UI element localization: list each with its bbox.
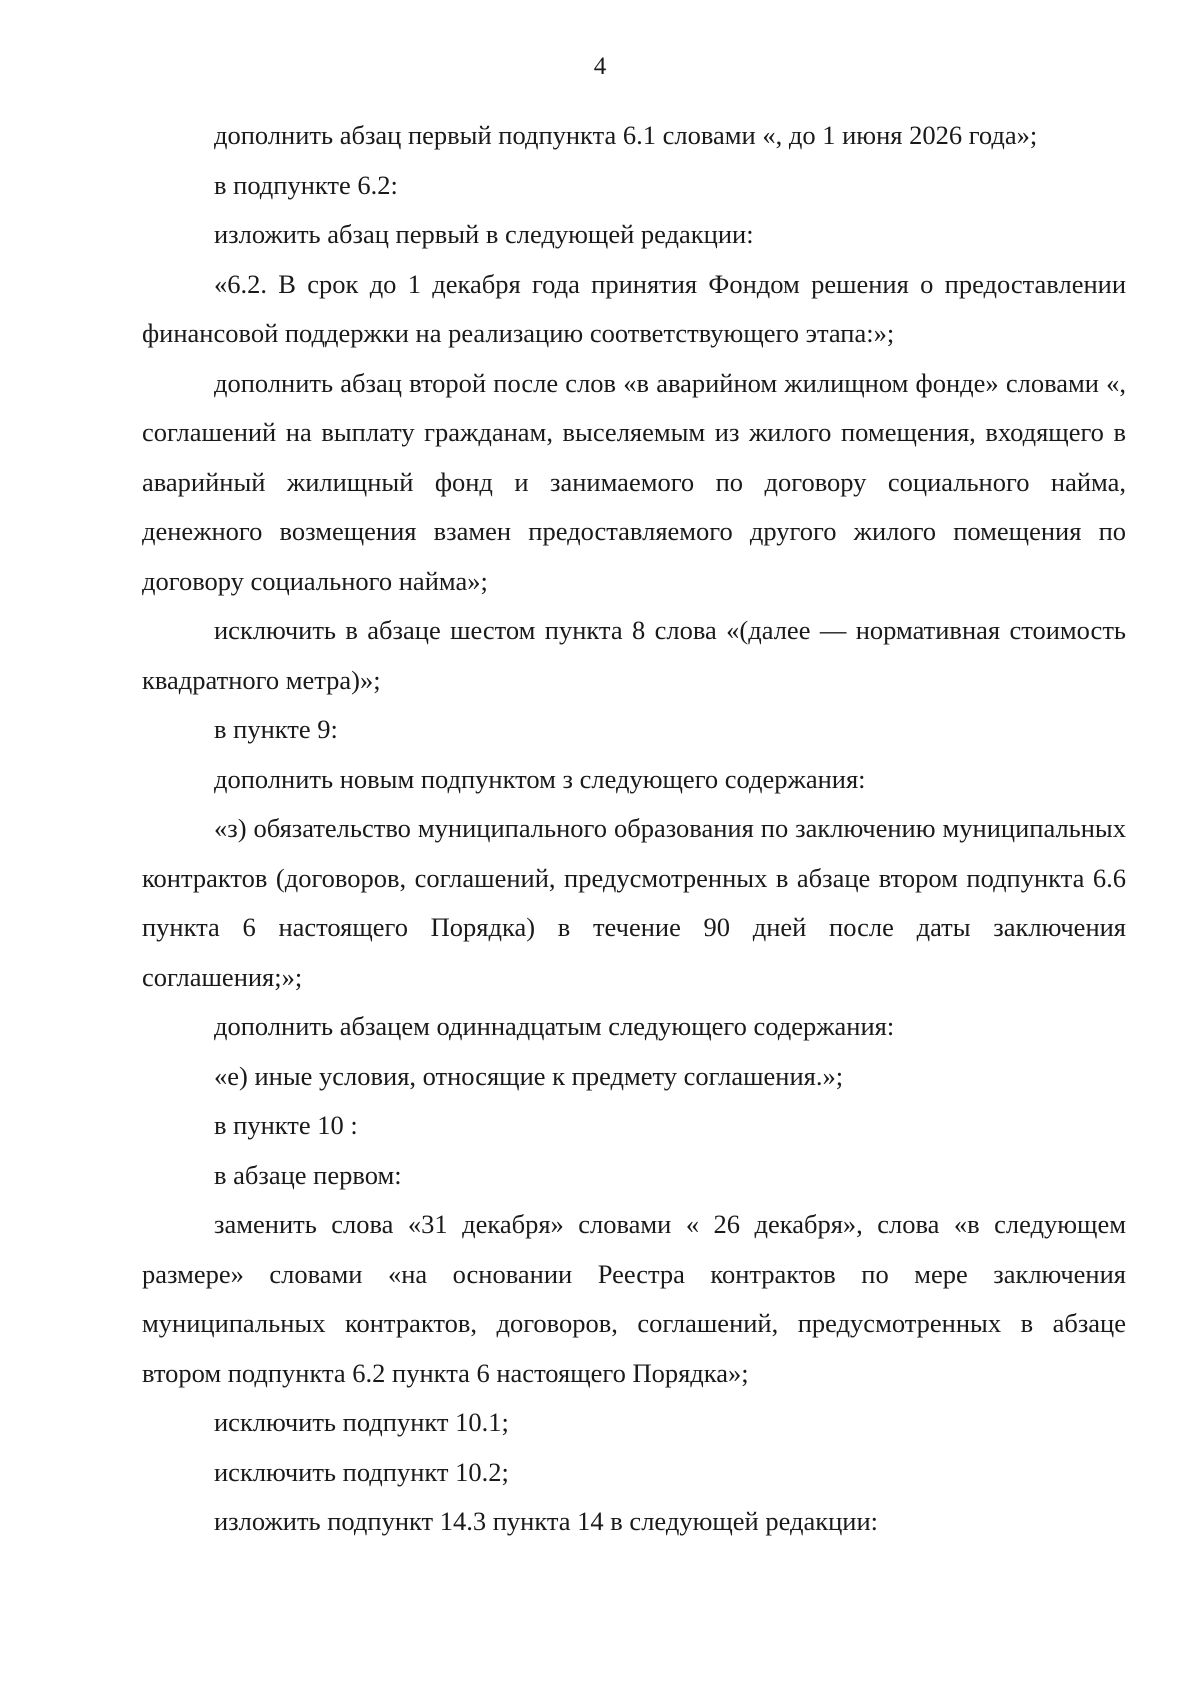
paragraph: «е) иные условия, относящие к предмету соглашения.»; — [214, 1060, 844, 1091]
paragraph: заменить слова «31 декабря» словами « 26 декабря», слова «в следующем размере» словами «на основании Реестра контрактов по мере заключения муниципальных контрактов, договоров, соглашений, предусмотренных в абзаце втором подпункта 6.2 пункта 6 настоящего Порядка»; — [142, 1209, 1126, 1388]
paragraph: исключить в абзаце шестом пункта 8 слова «(далее — нормативная стоимость квадратного метра)»; — [142, 615, 1126, 695]
paragraph: дополнить новым подпунктом з следующего содержания: — [214, 763, 866, 794]
paragraph: в пункте 9: — [214, 714, 338, 744]
paragraph: исключить подпункт 10.1; — [214, 1407, 509, 1437]
paragraph: изложить подпункт 14.3 пункта 14 в следующей редакции: — [214, 1506, 879, 1536]
paragraph: исключить подпункт 10.2; — [214, 1456, 509, 1487]
paragraph: «з) обязательство муниципального образования по заключению муниципальных контрактов (договоров, соглашений, предусмотренных в абзаце втором подпункта 6.6 пункта 6 настоящего Порядка) в течение 90 дней после даты заключения соглашения;»; — [142, 813, 1126, 992]
document-body — [142, 111, 1126, 1547]
page-number: 4 — [593, 53, 607, 80]
paragraph: дополнить абзацем одиннадцатым следующего содержания: — [214, 1011, 895, 1041]
paragraph: дополнить абзац второй после слов «в аварийном жилищном фонде» словами «, соглашений на выплату гражданам, выселяемым из жилого помещения, входящего в аварийный жилищный фонд и занимаемого по договору социального найма, денежного возмещения взамен предоставляемого другого жилого помещения по договору социального найма»; — [142, 367, 1126, 596]
paragraph: «6.2. В срок до 1 декабря года принятия Фондом решения о предоставлении финансовой поддержки на реализацию соответствующего этапа:»; — [142, 268, 1126, 348]
paragraph: дополнить абзац первый подпункта 6.1 словами «, до 1 июня 2026 года»; — [214, 120, 1038, 150]
paragraph: в пункте 10 : — [214, 1110, 358, 1140]
paragraph: изложить абзац первый в следующей редакции: — [214, 219, 754, 249]
paragraph: в подпункте 6.2: — [214, 169, 398, 200]
paragraph: в абзаце первом: — [214, 1159, 402, 1190]
